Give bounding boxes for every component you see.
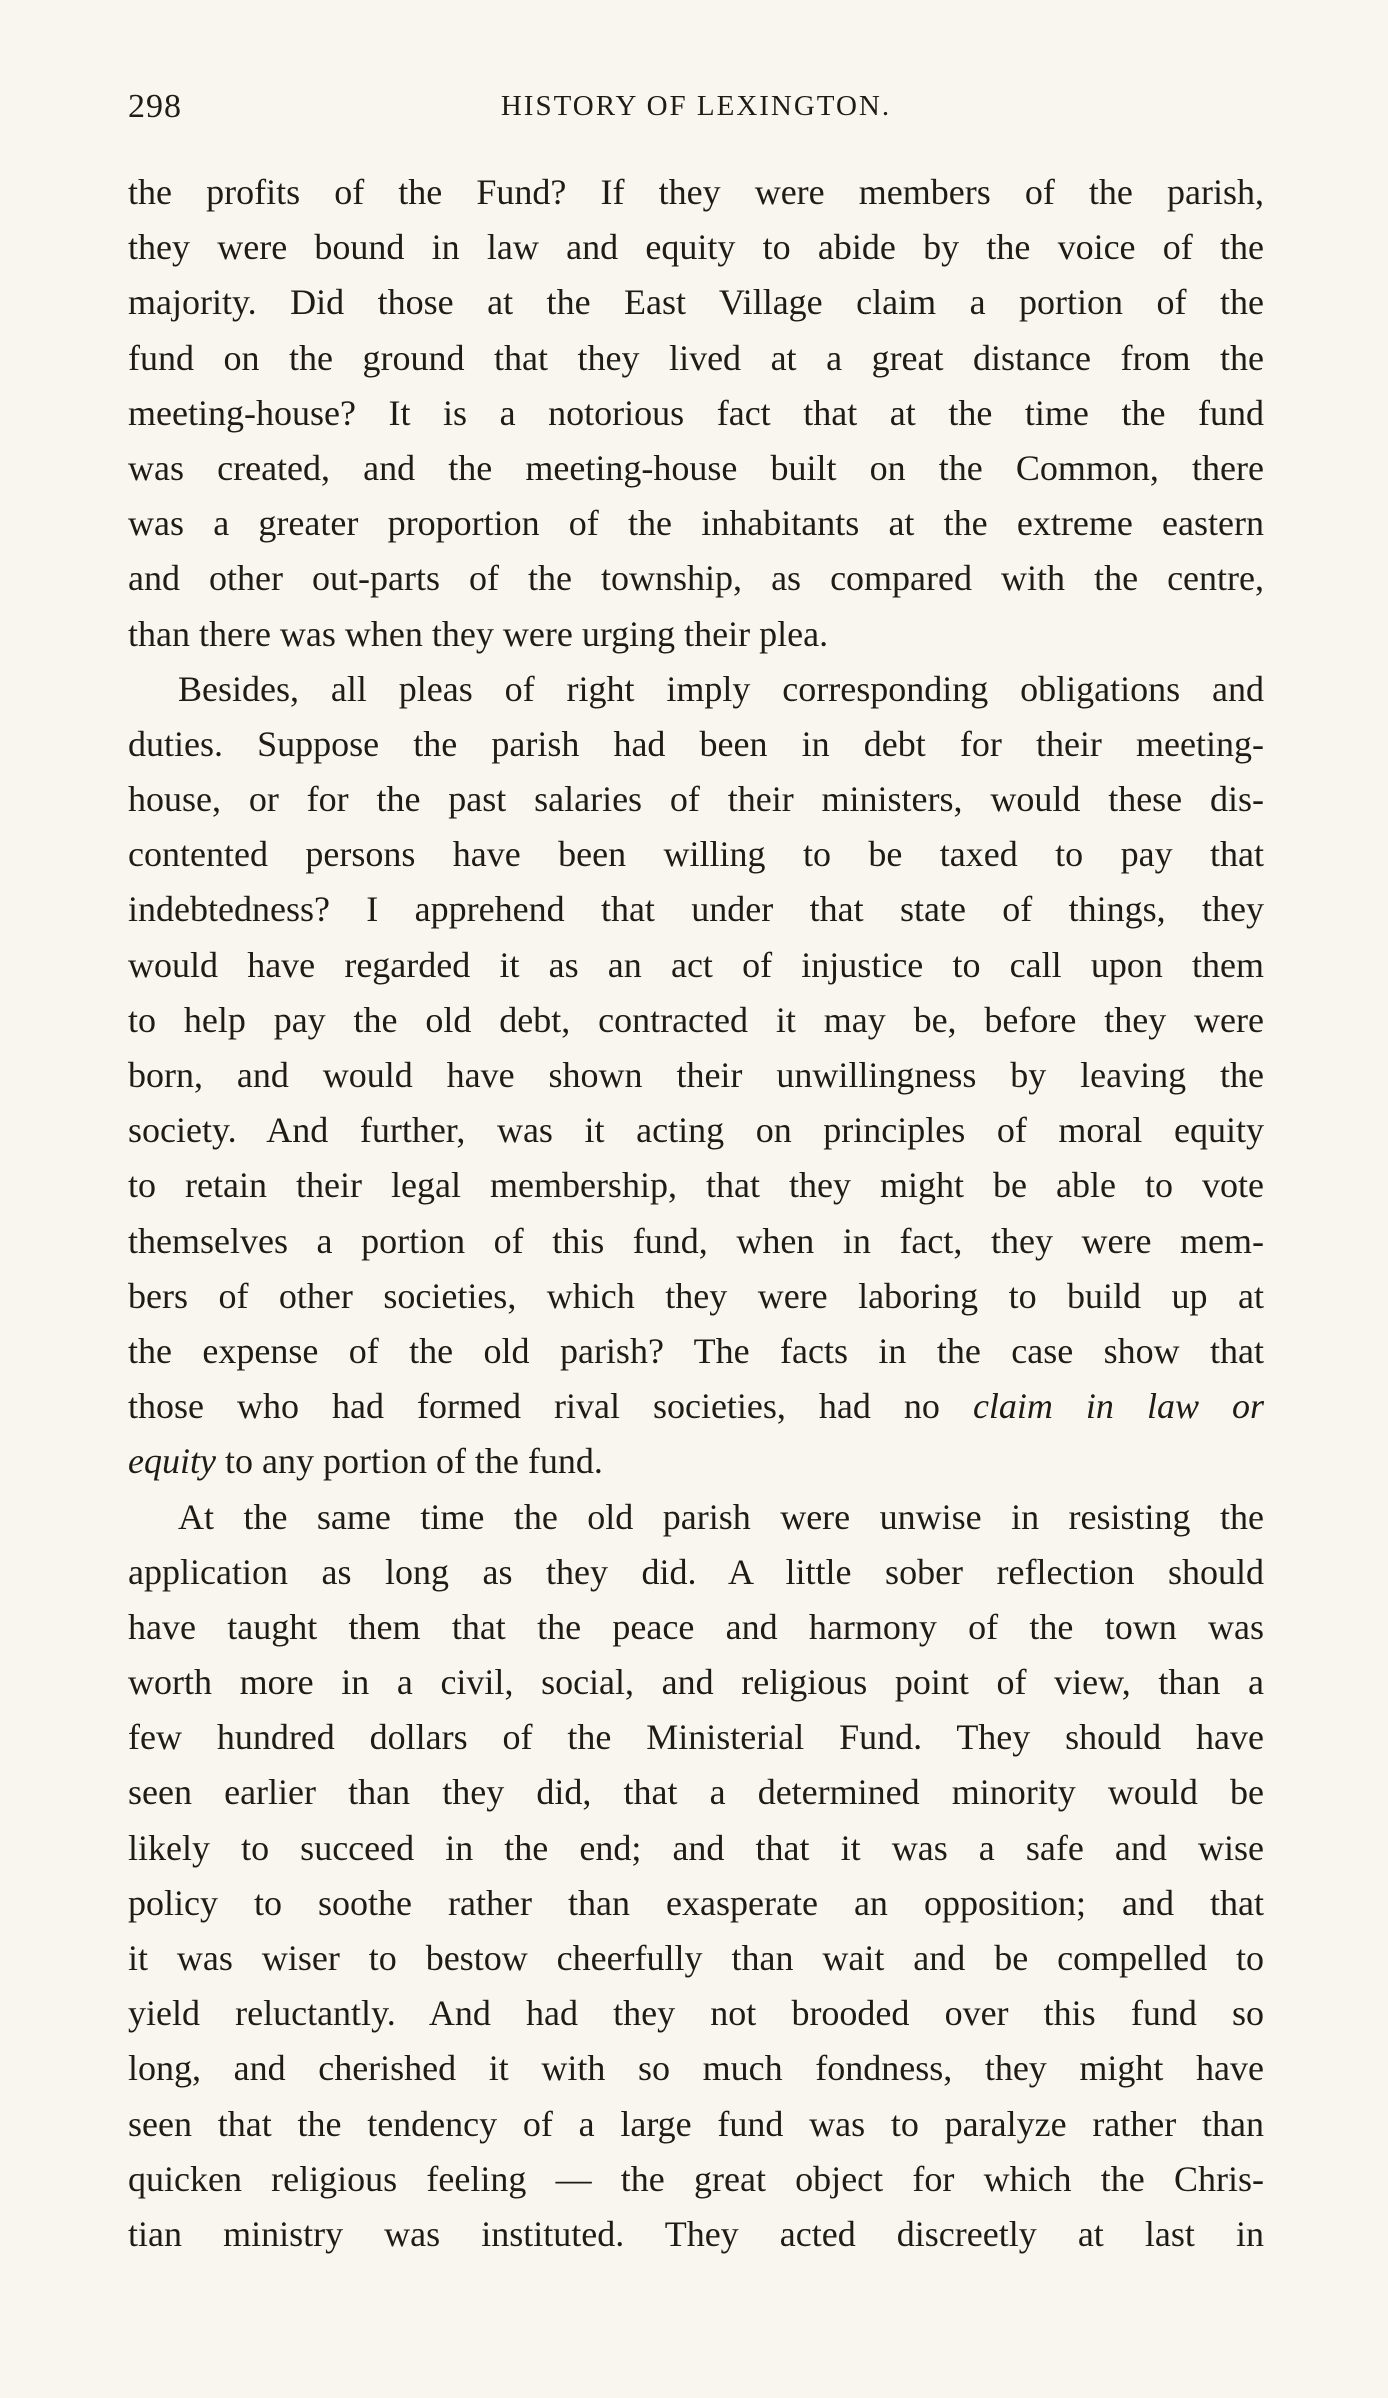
text-line: house, or for the past salaries of their ministers, would these dis-: [128, 779, 1264, 820]
text-line: was a greater proportion of the inhabitants at the extreme eastern: [128, 503, 1264, 544]
text-line: duties. Suppose the parish had been in debt for their meeting-: [128, 723, 1264, 764]
text-line: would have regarded it as an act of injustice to call upon them: [128, 944, 1264, 985]
running-title: HISTORY OF LEXINGTON.: [500, 90, 892, 122]
running-head: [128, 88, 1264, 138]
text-line: the expense of the old parish? The facts in the case show that: [128, 1330, 1264, 1371]
text-line: bers of other societies, which they were laboring to build up at: [128, 1275, 1264, 1316]
body-text: [128, 165, 1264, 2262]
text-line: the profits of the Fund? If they were members of the parish,: [128, 172, 1264, 212]
text-line: to retain their legal membership, that they might be able to vote: [128, 1165, 1264, 1206]
text-line: they were bound in law and equity to abide by the voice of the: [128, 227, 1264, 268]
text-line: application as long as they did. A little sober reflection should: [128, 1551, 1264, 1592]
text-line: likely to succeed in the end; and that it was a safe and wise: [128, 1827, 1264, 1868]
text-line: and other out-parts of the township, as compared with the centre,: [128, 558, 1264, 599]
text-line: Besides, all pleas of right imply corresponding obligations and: [178, 668, 1264, 709]
text-line: tian ministry was instituted. They acted discreetly at last in: [128, 2213, 1264, 2254]
text-line: than there was when they were urging their plea.: [128, 613, 829, 654]
text-line: to help pay the old debt, contracted it may be, before they were: [128, 999, 1264, 1040]
text-line: At the same time the old parish were unwise in resisting the: [178, 1496, 1264, 1537]
text-line: few hundred dollars of the Ministerial Fund. They should have: [128, 1717, 1264, 1758]
text-line: quicken religious feeling — the great object for which the Chris-: [128, 2158, 1264, 2199]
page-number: 298: [128, 88, 182, 125]
text-line: equity to any portion of the fund.: [128, 1441, 603, 1482]
text-line: indebtedness? I apprehend that under that state of things, they: [128, 889, 1264, 930]
italic-text: equity: [128, 1441, 216, 1482]
text-line: majority. Did those at the East Village claim a portion of the: [128, 282, 1264, 323]
text-line: policy to soothe rather than exasperate an opposition; and that: [128, 1882, 1264, 1923]
text-line: seen earlier than they did, that a determined minority would be: [128, 1772, 1264, 1813]
text-line: it was wiser to bestow cheerfully than wait and be compelled to: [128, 1938, 1264, 1978]
text-line: themselves a portion of this fund, when in fact, they were mem-: [128, 1220, 1264, 1261]
text-line: meeting-house? It is a notorious fact that at the time the fund: [128, 392, 1264, 433]
text-line: was created, and the meeting-house built on the Common, there: [128, 447, 1264, 488]
text-line: seen that the tendency of a large fund was to paralyze rather than: [128, 2103, 1264, 2144]
text-line: born, and would have shown their unwillingness by leaving the: [128, 1055, 1264, 1095]
text-line: society. And further, was it acting on principles of moral equity: [128, 1110, 1264, 1151]
text-line: worth more in a civil, social, and religious point of view, than a: [128, 1662, 1264, 1703]
text-line: have taught them that the peace and harmony of the town was: [128, 1606, 1264, 1647]
text-line: those who had formed rival societies, had no claim in law or: [128, 1386, 1264, 1427]
italic-text: claim in law or: [972, 1386, 1264, 1427]
text-line: yield reluctantly. And had they not brooded over this fund so: [128, 1993, 1264, 2034]
text-line: contented persons have been willing to be taxed to pay that: [128, 834, 1264, 875]
text-line: long, and cherished it with so much fondness, they might have: [128, 2048, 1264, 2089]
text-line: fund on the ground that they lived at a great distance from the: [128, 337, 1264, 378]
